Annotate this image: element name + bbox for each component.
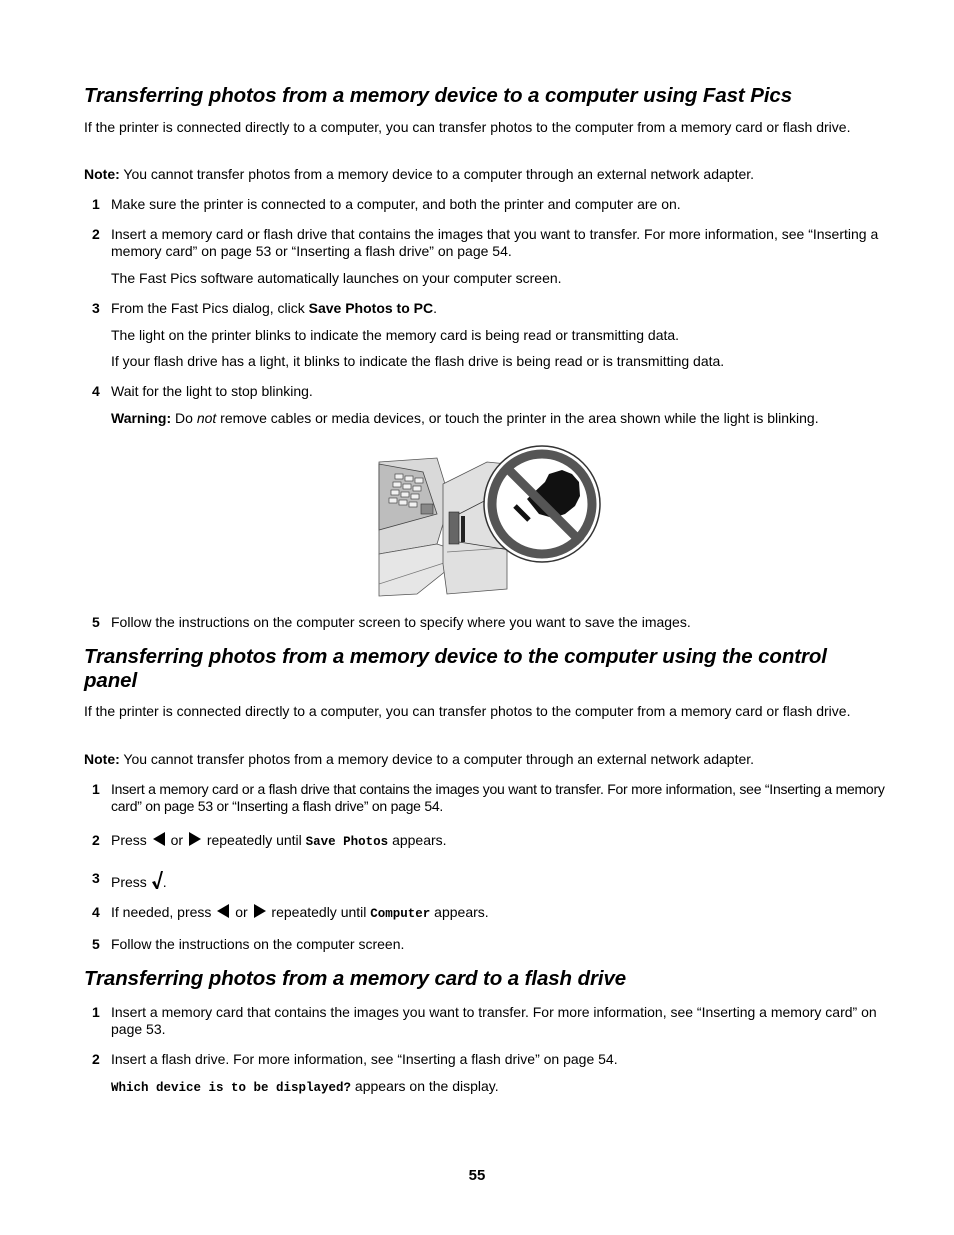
save-photos-to-pc-label: Save Photos to PC — [308, 300, 434, 316]
step-text: Insert a flash drive. For more information, see “Inserting a flash drive” on page 54. — [111, 1051, 618, 1067]
step — [84, 1004, 901, 1038]
step-text: If needed, press — [111, 904, 212, 920]
step-text-end: . — [162, 874, 167, 890]
step-text: appears. — [434, 904, 489, 920]
intro-paragraph: If the printer is connected directly to a computer, you can transfer photos to the computer from a memory card or flash drive. — [84, 119, 851, 135]
step-number: 5 — [92, 936, 100, 952]
step-text: repeatedly until — [271, 904, 367, 920]
note-label: Note: — [84, 751, 120, 767]
step-text: Make sure the printer is connected to a computer, and both the printer and computer are on. — [111, 196, 681, 212]
intro-paragraph: If the printer is connected directly to a computer, you can transfer photos to the computer from a memory card or flash drive. — [84, 703, 851, 719]
display-message: Save Photos — [305, 835, 389, 849]
step-text-end: . — [433, 300, 437, 316]
note — [84, 166, 874, 183]
step — [84, 936, 901, 953]
step-number: 3 — [92, 300, 100, 316]
step-number: 4 — [92, 904, 100, 920]
section-heading: Transferring photos from a memory device to a computer using Fast Pics — [84, 84, 793, 107]
step-number: 2 — [92, 1051, 100, 1067]
step-number: 1 — [92, 1004, 100, 1020]
right-arrow-icon — [254, 904, 266, 918]
left-arrow-icon — [217, 904, 229, 918]
right-arrow-icon — [189, 832, 201, 846]
step-number: 3 — [92, 870, 100, 886]
step-subtext: The light on the printer blinks to indicate the memory card is being read or transmitting data. — [111, 327, 680, 343]
step — [84, 614, 901, 631]
step-text: Insert a memory card that contains the images you want to transfer. For more information, see “Inserting a memory card” on page 53. — [111, 1004, 877, 1037]
step-subtext-end: appears on the display. — [351, 1078, 499, 1094]
step — [84, 1051, 901, 1068]
step-number: 1 — [92, 196, 100, 212]
step-number: 1 — [92, 781, 100, 797]
step — [84, 383, 901, 400]
note — [84, 751, 874, 768]
step-text: appears. — [392, 832, 447, 848]
display-message: Computer — [370, 907, 431, 921]
warning-label: Warning: — [111, 410, 172, 426]
step-text: or — [170, 832, 184, 848]
step-subtext — [84, 1078, 901, 1097]
step-number: 2 — [92, 226, 100, 242]
step-text: Follow the instructions on the computer screen. — [111, 936, 405, 952]
display-message: Which device is to be displayed? — [111, 1081, 352, 1095]
step — [84, 196, 901, 213]
step — [84, 226, 901, 260]
note-label: Note: — [84, 166, 120, 182]
step — [84, 832, 901, 851]
warning-text: Do — [171, 410, 197, 426]
left-arrow-icon — [153, 832, 165, 846]
step — [84, 781, 901, 815]
section-heading: Transferring photos from a memory device to the computer using the control panel — [84, 645, 827, 692]
step-number: 2 — [92, 832, 100, 848]
page-number: 55 — [468, 1167, 486, 1184]
step-number: 4 — [92, 383, 100, 399]
step-text: Insert a memory card or a flash drive that contains the images you want to transfer. For more information, see “Inserting a memory card” on page 53 or “Inserting a flash drive” on page 54. — [111, 781, 885, 814]
printer-do-not-touch-illustration — [377, 444, 602, 599]
step — [84, 300, 901, 317]
step-number: 5 — [92, 614, 100, 630]
step-text: Insert a memory card or flash drive that contains the images that you want to transfer. For more information, see “Inserting a memory card” on page 53 or “Inserting a flash drive” on page 54. — [111, 226, 879, 259]
step-text: repeatedly until — [206, 832, 302, 848]
step-text: Press — [111, 832, 147, 848]
step-text: or — [235, 904, 248, 920]
step-text: From the Fast Pics dialog, click — [111, 300, 309, 316]
checkmark-icon — [151, 870, 163, 890]
step-text: Follow the instructions on the computer screen to specify where you want to save the images. — [111, 614, 691, 630]
warning-text: remove cables or media devices, or touch the printer in the area shown while the light is blinking. — [216, 410, 819, 426]
step-text: Press — [111, 874, 147, 890]
section-heading: Transferring photos from a memory card to a flash drive — [84, 967, 627, 990]
step-subtext: If your flash drive has a light, it blinks to indicate the flash drive is being read or is transmitting data. — [111, 353, 725, 369]
step — [84, 904, 901, 923]
warning-emphasis: not — [196, 410, 217, 426]
step — [84, 870, 901, 891]
step-subtext: The Fast Pics software automatically launches on your computer screen. — [111, 270, 562, 286]
step-text: Wait for the light to stop blinking. — [111, 383, 313, 399]
note-text: You cannot transfer photos from a memory device to a computer through an external network adapter. — [119, 751, 755, 767]
note-text: You cannot transfer photos from a memory device to a computer through an external network adapter. — [119, 166, 755, 182]
warning — [84, 410, 901, 427]
